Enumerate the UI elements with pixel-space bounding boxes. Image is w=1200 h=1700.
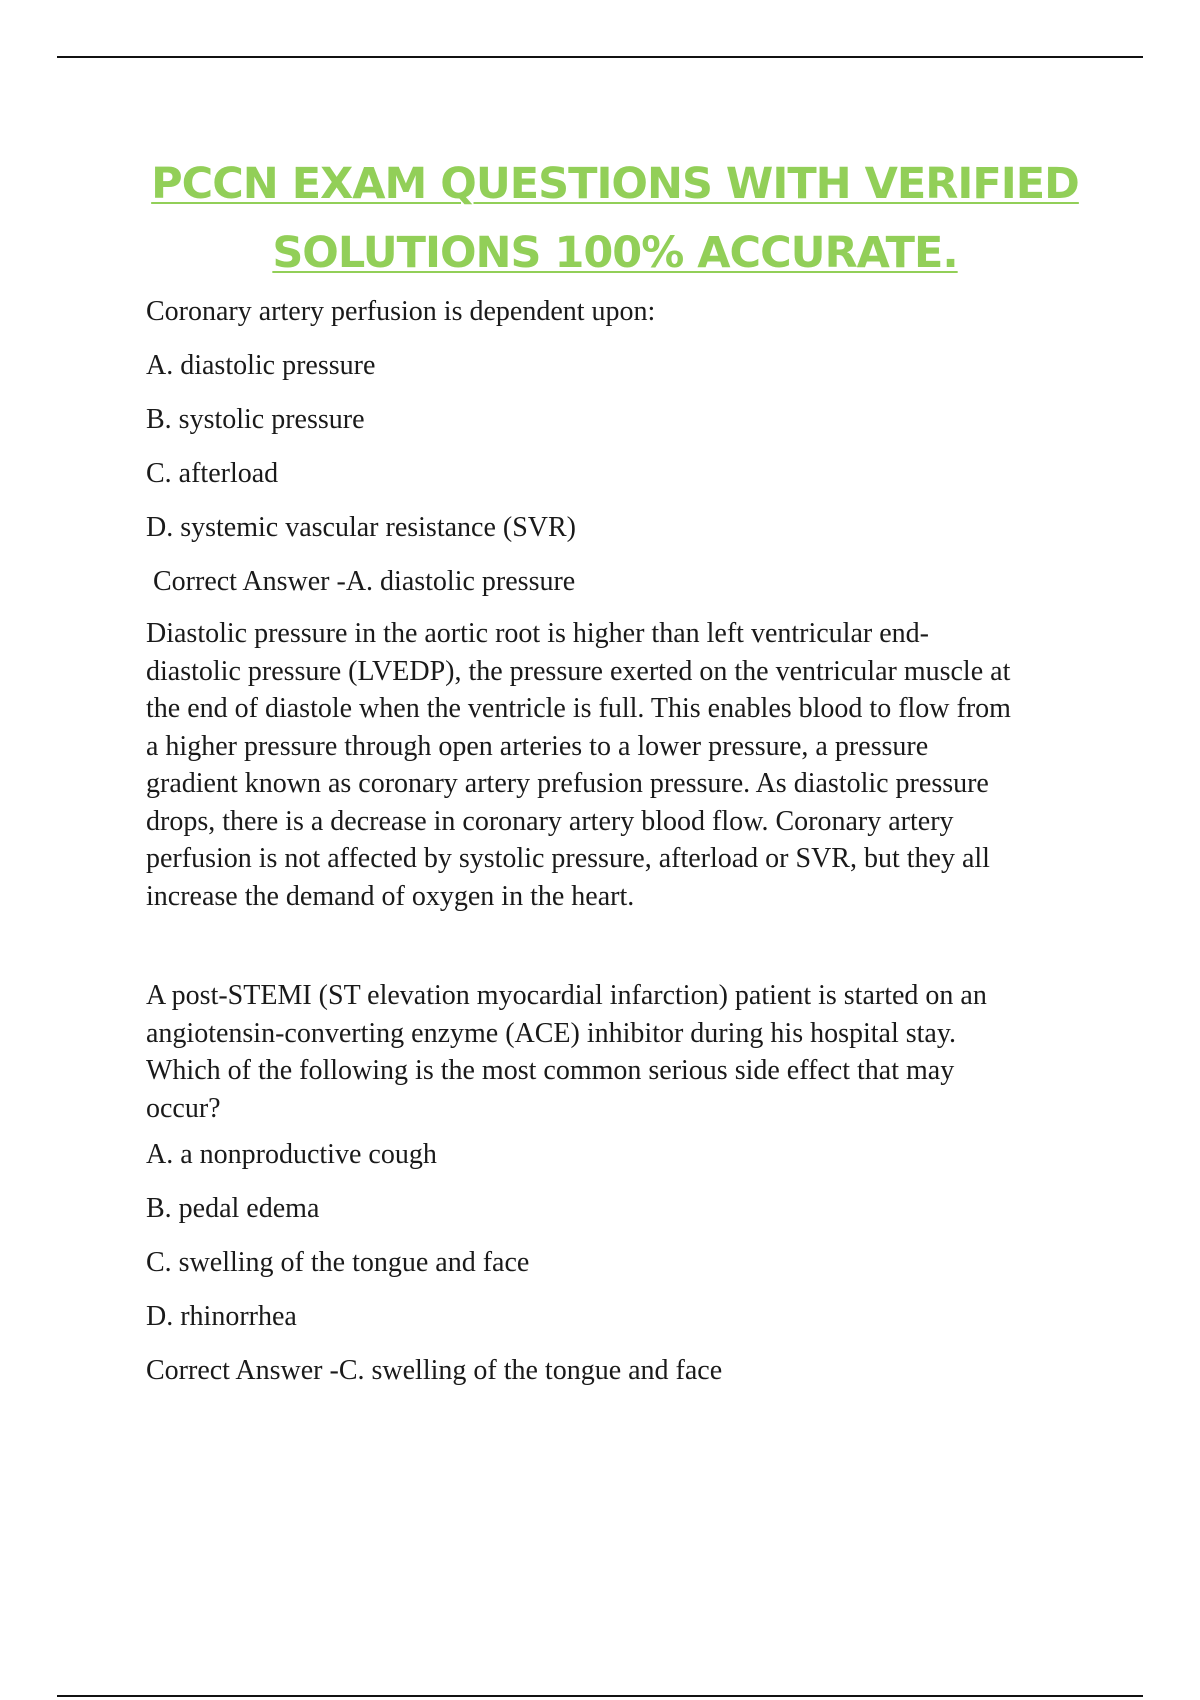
page-title — [60, 150, 1170, 288]
question-2-option-d: D. rhinorrhea — [146, 1301, 297, 1332]
footer-rule — [57, 1695, 1143, 1697]
question-1-explanation: Diastolic pressure in the aortic root is higher than left ventricular end- diastolic pressure (LVEDP), the pressure exerted on the ventricular muscle at the end of diastole when the ventricle is full. This enables blood to flow from a higher pressure through open arteries to a lower pressure, a pressure gradient known as coronary artery prefusion pressure. As diastolic pressure drops, there is a decrease in coronary artery blood flow. Coronary artery perfusion is not affected by systolic pressure, afterload or SVR, but they all increase the demand of oxygen in the heart. — [146, 618, 1011, 912]
question-1-answer: Correct Answer -A. diastolic pressure — [153, 566, 576, 597]
question-1-option-a: A. diastolic pressure — [146, 350, 376, 381]
header-rule — [57, 56, 1143, 58]
question-1-text: Coronary artery perfusion is dependent upon: — [146, 296, 656, 327]
question-1-option-c: C. afterload — [146, 458, 279, 489]
document-body — [146, 296, 1086, 1409]
page-title-line-1: PCCN EXAM QUESTIONS WITH VERIFIED — [151, 159, 1079, 209]
page-title-line-2: SOLUTIONS 100% ACCURATE. — [272, 228, 958, 278]
question-2-option-a: A. a nonproductive cough — [146, 1139, 437, 1170]
question-1-option-d: D. systemic vascular resistance (SVR) — [146, 512, 576, 543]
question-2-text: A post-STEMI (ST elevation myocardial infarction) patient is started on an angiotensin-converting enzyme (ACE) inhibitor during his hospital stay. Which of the following is the most common serious side effect that may occur? — [146, 980, 987, 1124]
question-2-answer: Correct Answer -C. swelling of the tongue and face — [146, 1355, 723, 1386]
question-1-option-b: B. systolic pressure — [146, 404, 365, 435]
question-2-option-c: C. swelling of the tongue and face — [146, 1247, 530, 1278]
question-2-option-b: B. pedal edema — [146, 1193, 320, 1224]
